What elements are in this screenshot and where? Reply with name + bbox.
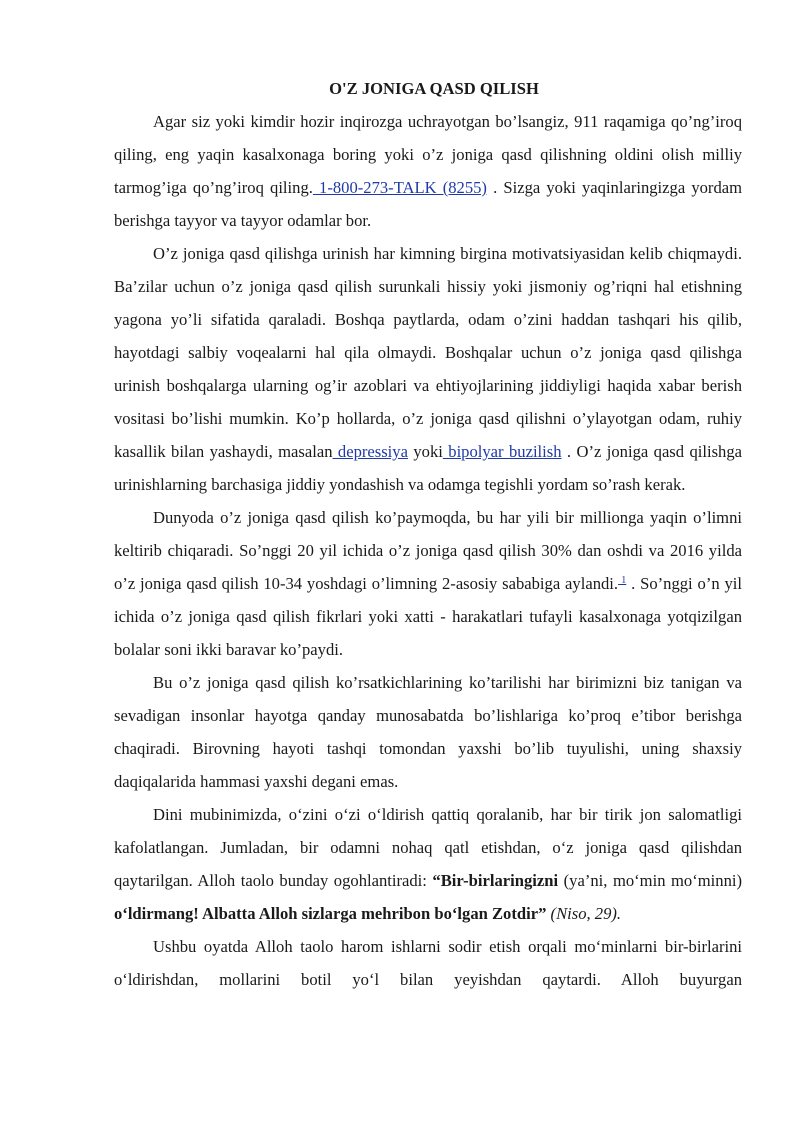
paragraph-text: O’z joniga qasd qilishga urinish har kimning birgina motivatsiyasidan kelib chiqmaydi. Ba’zilar uchun o’z joniga qasd qilish surunkali hissiy yoki jismoniy og’riqni hal etishning yagona yo’li sifatida qaraladi. Boshqa paytlarda, odam o’zini haddan tashqari his qilib, hayotdagi salbiy voqealarni hal qila olmaydi. Boshqalar uchun o’z joniga qasd qilishga urinish boshqalarga ularning og’ir azoblari va ehtiyojlarining jiddiyligi haqida xabar berish vositasi bo’lishi mumkin. Ko’p hollarda, o’z joniga qasd qilishni o’ylayotgan odam, ruhiy kasallik bilan yashaydi, masalan: [114, 244, 742, 461]
paragraph-text: Dini mubinimizda, o‘zini o‘zi o‘ldirish qattiq qoralanib, har bir tirik jon salomatligi kafolatlangan. Jumladan, bir odamni nohaq qatl etishdan, o‘z joniga qasd qilishdan qaytarilgan. Alloh taolo bunday ogohlantiradi:: [114, 805, 742, 890]
paragraph-religion: [114, 798, 742, 930]
paragraph-text: . So’nggi o’n yil ichida o’z joniga qasd qilish fikrlari yoki xatti - harakatlari tufayli kasalxonaga yotqizilgan bolalar soni ikki baravar ko’paydi.: [114, 574, 743, 659]
depression-link[interactable]: depressiya: [332, 442, 408, 461]
document-title: O'Z JONIGA QASD QILISH: [329, 79, 539, 98]
paragraph-statistics: [114, 501, 742, 666]
paragraph-text: yoki: [407, 442, 443, 461]
footnote-link[interactable]: 1: [618, 575, 627, 586]
paragraph-verse-explanation: Ushbu oyatda Alloh taolo harom ishlarni sodir etish orqali mo‘minlarni bir-birlarini o‘ldirishdan, mollarini botil yo‘l bilan yeyishdan qaytardi. Alloh buyurgan: [114, 937, 742, 989]
document-page: [114, 72, 742, 996]
paragraph-motivation: [114, 237, 742, 501]
paragraph-text: (ya’ni, mo‘min mo‘minni): [558, 871, 742, 890]
quote-bold: “Bir-birlaringizni: [426, 871, 559, 890]
paragraph-text: Agar siz yoki kimdir hozir inqirozga uchrayotgan bo’lsangiz, 911 raqamiga qo’ng’iroq qiling, eng yaqin kasalxonaga boring yoki o’z joniga qasd qilishning oldini olish milliy tarmog’iga qo’ng’iroq qiling.: [114, 112, 742, 197]
paragraph-text: Dunyoda o’z joniga qasd qilish ko’paymoqda, bu har yili bir millionga yaqin o’limni keltirib chiqaradi. So’nggi 20 yil ichida o’z joniga qasd qilish 30% dan oshdi va 2016 yilda o’z joniga qasd qilish 10-34 yoshdagi o’limning 2-asosiy sababiga aylandi.: [114, 508, 742, 593]
paragraph-text: . Sizga yoki yaqinlaringizga yordam berishga tayyor va tayyor odamlar bor.: [114, 178, 743, 230]
hotline-link[interactable]: 1-800-273-TALK (8255): [312, 178, 487, 197]
paragraph-text: . O’z joniga qasd qilishga urinishlarning barchasiga jiddiy yondashish va odamga tegishli yordam so’rash kerak.: [114, 442, 743, 494]
paragraph-attention: Bu o’z joniga qasd qilish ko’rsatkichlarining ko’tarilishi har birimizni biz tanigan va sevadigan insonlar hayotga qanday munosabatda bo’lishlariga ko’proq e’tibor berishga chaqiradi. Birovning hayoti tashqi tomondan yaxshi bo’lib tuyulishi, uning shaxsiy daqiqalarida hammasi yaxshi degani emas.: [114, 673, 742, 791]
bipolar-link[interactable]: bipolyar buzilish: [442, 442, 562, 461]
verse-reference: (Niso, 29).: [546, 904, 622, 923]
quote-bold: o‘ldirmang! Albatta Alloh sizlarga mehribon bo‘lgan Zotdir”: [114, 904, 547, 923]
paragraph-crisis: [114, 105, 742, 237]
